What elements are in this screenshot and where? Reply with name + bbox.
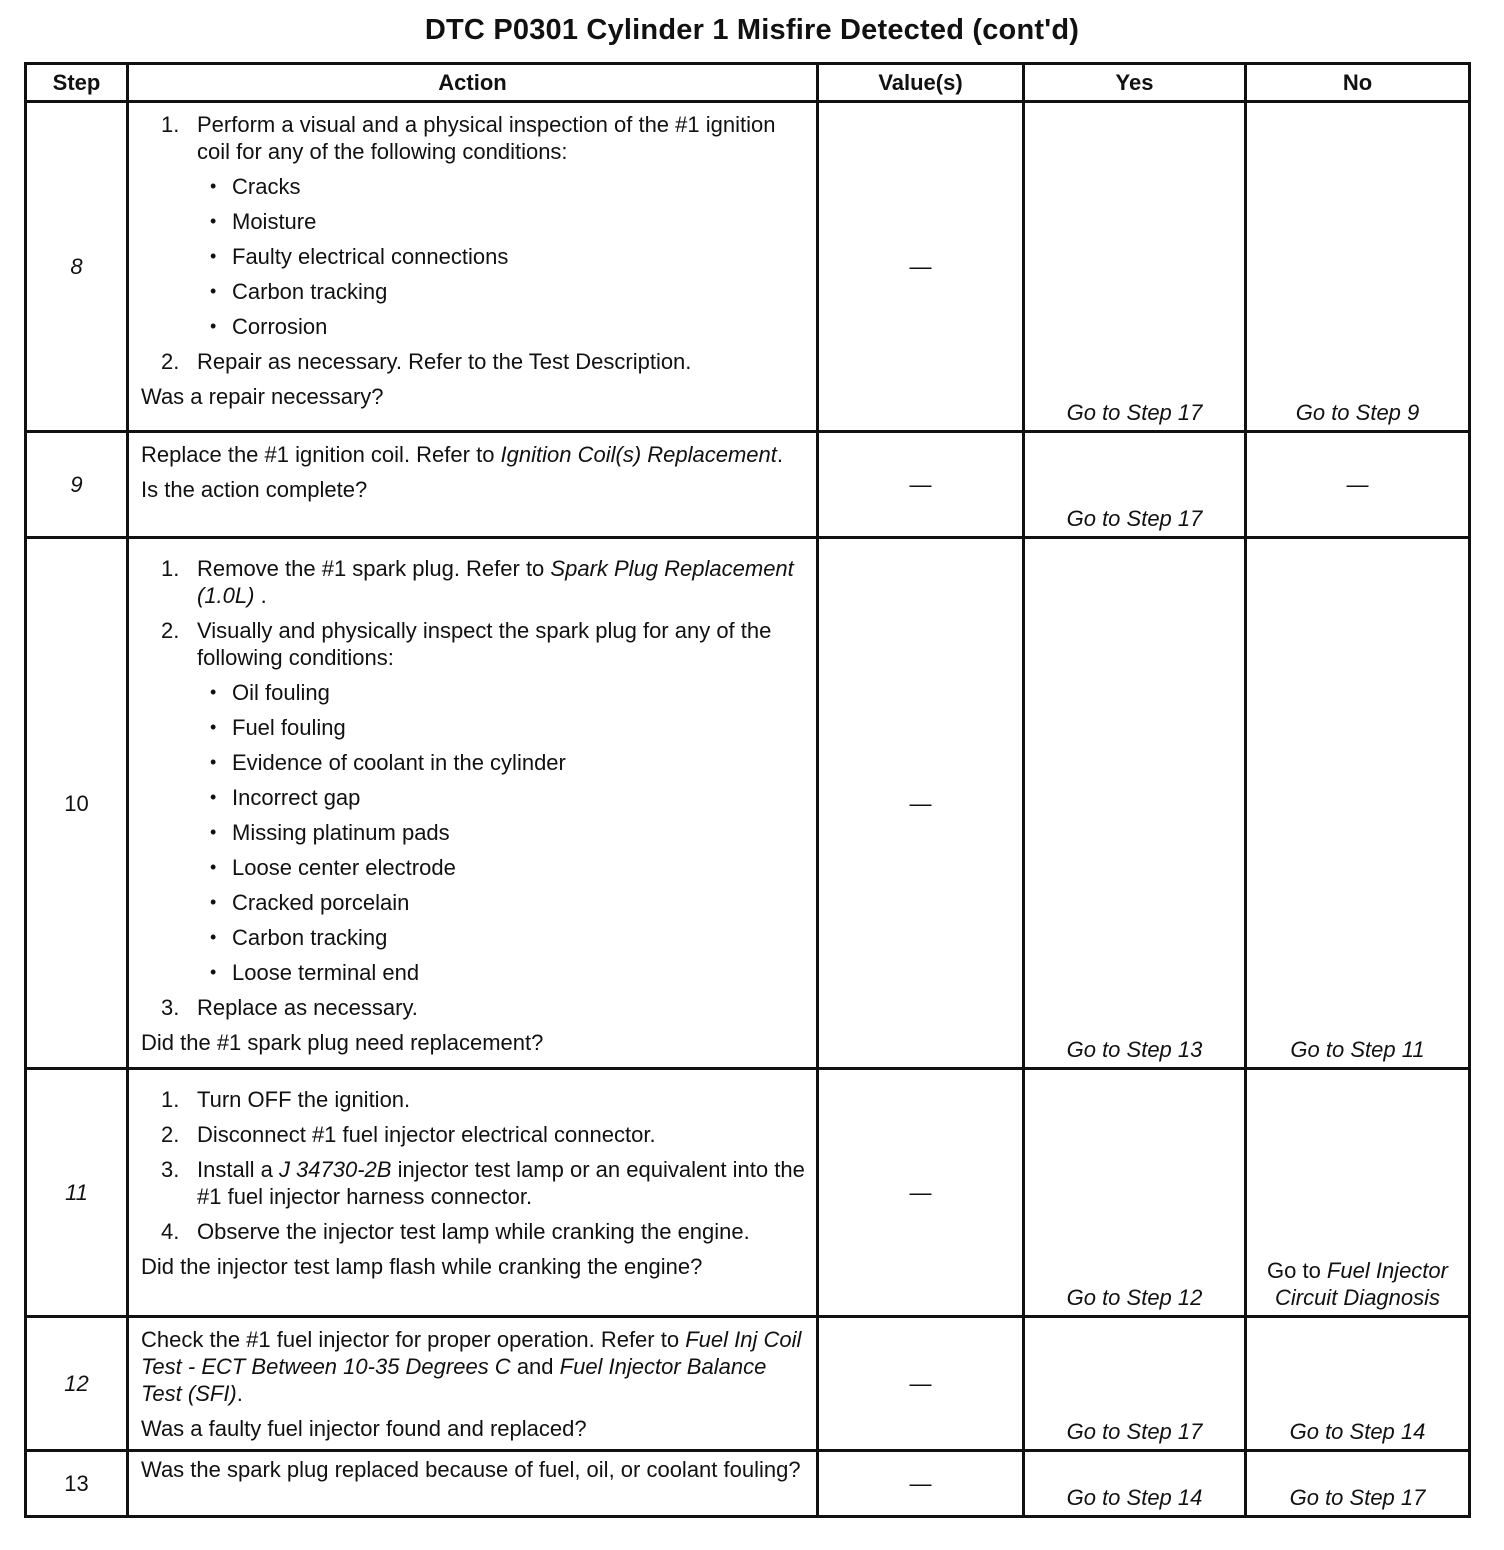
item-text: . <box>254 583 267 608</box>
action-item <box>141 1121 806 1148</box>
action-cell <box>128 102 818 432</box>
step-number: 10 <box>26 538 128 1069</box>
action-text-part: Replace the #1 ignition coil. Refer to <box>141 442 501 467</box>
item-number: 3. <box>161 995 180 1020</box>
action-question: Did the #1 spark plug need replacement? <box>141 1030 544 1055</box>
item-text: Visually and physically inspect the spark plug for any of the following conditions: <box>197 618 772 670</box>
item-text: Observe the injector test lamp while cranking the engine. <box>197 1219 750 1244</box>
bullet-item: • Loose center electrode <box>197 854 806 881</box>
reference-link: Fuel Injector Balance Test (SFI) <box>141 1354 767 1406</box>
item-number: 1. <box>161 556 180 581</box>
action-cell <box>128 1317 818 1451</box>
reference-link: Spark Plug Replacement (1.0L) <box>197 556 794 608</box>
bullet-item: • Oil fouling <box>197 679 806 706</box>
action-text <box>141 1326 806 1407</box>
item-number: 4. <box>161 1219 180 1244</box>
action-question: Was a repair necessary? <box>141 384 384 409</box>
no-cell: Go to Step 9 <box>1246 102 1470 432</box>
item-number: 3. <box>161 1157 180 1182</box>
no-cell: Go to Step 14 <box>1246 1317 1470 1451</box>
yes-cell: Go to Step 13 <box>1024 538 1246 1069</box>
header-values: Value(s) <box>818 64 1024 102</box>
header-step: Step <box>26 64 128 102</box>
table-header-row <box>26 64 1470 102</box>
action-text <box>141 441 806 468</box>
item-number: 1. <box>161 1087 180 1112</box>
yes-cell: Go to Step 17 <box>1024 102 1246 432</box>
item-text: Remove the #1 spark plug. Refer to <box>197 556 551 581</box>
table-row <box>26 1069 1470 1317</box>
bullet-item: • Moisture <box>197 208 806 235</box>
action-item <box>141 1218 806 1245</box>
header-no: No <box>1246 64 1470 102</box>
item-number: 2. <box>161 1122 180 1147</box>
action-item <box>141 1156 806 1210</box>
value-cell: — <box>818 1069 1024 1317</box>
item-text: Turn OFF the ignition. <box>197 1087 411 1112</box>
step-number: 12 <box>26 1317 128 1451</box>
page-title: DTC P0301 Cylinder 1 Misfire Detected (cont'd) <box>424 14 1080 46</box>
bullet-item: • Faulty electrical connections <box>197 243 806 270</box>
no-cell <box>1246 1069 1470 1317</box>
yes-cell: Go to Step 14 <box>1024 1451 1246 1517</box>
item-text: Perform a visual and a physical inspection of the #1 ignition coil for any of the following conditions: <box>197 112 776 164</box>
bullet-item: • Carbon tracking <box>197 278 806 305</box>
no-cell: Go to Step 17 <box>1246 1451 1470 1517</box>
item-text: Replace as necessary. <box>197 995 418 1020</box>
item-text: injector test lamp or an equivalent into the #1 fuel injector harness connector. <box>197 1157 805 1209</box>
bullet-item: • Evidence of coolant in the cylinder <box>197 749 806 776</box>
action-cell <box>128 1451 818 1517</box>
bullet-item: • Fuel fouling <box>197 714 806 741</box>
action-item <box>141 994 806 1021</box>
action-question: Did the injector test lamp flash while cranking the engine? <box>141 1254 703 1279</box>
step-number: 13 <box>26 1451 128 1517</box>
value-cell: — <box>818 432 1024 538</box>
action-item <box>141 348 806 375</box>
item-number: 2. <box>161 349 180 374</box>
no-cell: — <box>1246 432 1470 538</box>
action-item <box>141 111 806 340</box>
table-row <box>26 102 1470 432</box>
bullet-item: • Incorrect gap <box>197 784 806 811</box>
action-cell <box>128 432 818 538</box>
no-cell: Go to Step 11 <box>1246 538 1470 1069</box>
step-number: 11 <box>26 1069 128 1317</box>
reference-link: Fuel Inj Coil Test - ECT Between 10-35 Degrees C <box>141 1327 802 1379</box>
value-cell: — <box>818 102 1024 432</box>
value-cell: — <box>818 1317 1024 1451</box>
step-number: 8 <box>26 102 128 432</box>
action-item <box>141 555 806 609</box>
diagnostic-table <box>24 62 1471 1518</box>
action-item <box>141 617 806 986</box>
action-text-part: Check the #1 fuel injector for proper operation. Refer to <box>141 1327 686 1352</box>
bullet-item: • Carbon tracking <box>197 924 806 951</box>
item-number: 1. <box>161 112 180 137</box>
action-item <box>141 1086 806 1113</box>
table-row <box>26 432 1470 538</box>
yes-cell: Go to Step 17 <box>1024 1317 1246 1451</box>
action-text-part: . <box>236 1381 243 1406</box>
no-cell-prefix: Go to <box>1267 1258 1327 1283</box>
item-text: Install a <box>197 1157 279 1182</box>
step-number: 9 <box>26 432 128 538</box>
yes-cell: Go to Step 17 <box>1024 432 1246 538</box>
action-question: Was the spark plug replaced because of fuel, oil, or coolant fouling? <box>141 1457 801 1482</box>
value-cell: — <box>818 538 1024 1069</box>
reference-link: Fuel Injector Circuit Diagnosis <box>1274 1258 1448 1310</box>
action-text-part: and <box>510 1354 560 1379</box>
reference-link: Ignition Coil(s) Replacement <box>500 442 777 467</box>
header-action: Action <box>128 64 818 102</box>
table-row <box>26 1317 1470 1451</box>
item-text: Repair as necessary. Refer to the Test Description. <box>197 349 692 374</box>
tool-reference: J 34730-2B <box>278 1157 392 1182</box>
action-cell <box>128 538 818 1069</box>
action-question: Was a faulty fuel injector found and replaced? <box>141 1416 587 1441</box>
bullet-item: • Corrosion <box>197 313 806 340</box>
action-text-part: . <box>776 442 784 467</box>
table-row <box>26 538 1470 1069</box>
action-cell <box>128 1069 818 1317</box>
item-number: 2. <box>161 618 180 643</box>
bullet-item: • Cracks <box>197 173 806 200</box>
bullet-item: • Missing platinum pads <box>197 819 806 846</box>
value-cell: — <box>818 1451 1024 1517</box>
action-question: Is the action complete? <box>141 477 368 502</box>
table-row <box>26 1451 1470 1517</box>
yes-cell: Go to Step 12 <box>1024 1069 1246 1317</box>
header-yes: Yes <box>1024 64 1246 102</box>
item-text: Disconnect #1 fuel injector electrical connector. <box>197 1122 656 1147</box>
bullet-item: • Loose terminal end <box>197 959 806 986</box>
bullet-item: • Cracked porcelain <box>197 889 806 916</box>
